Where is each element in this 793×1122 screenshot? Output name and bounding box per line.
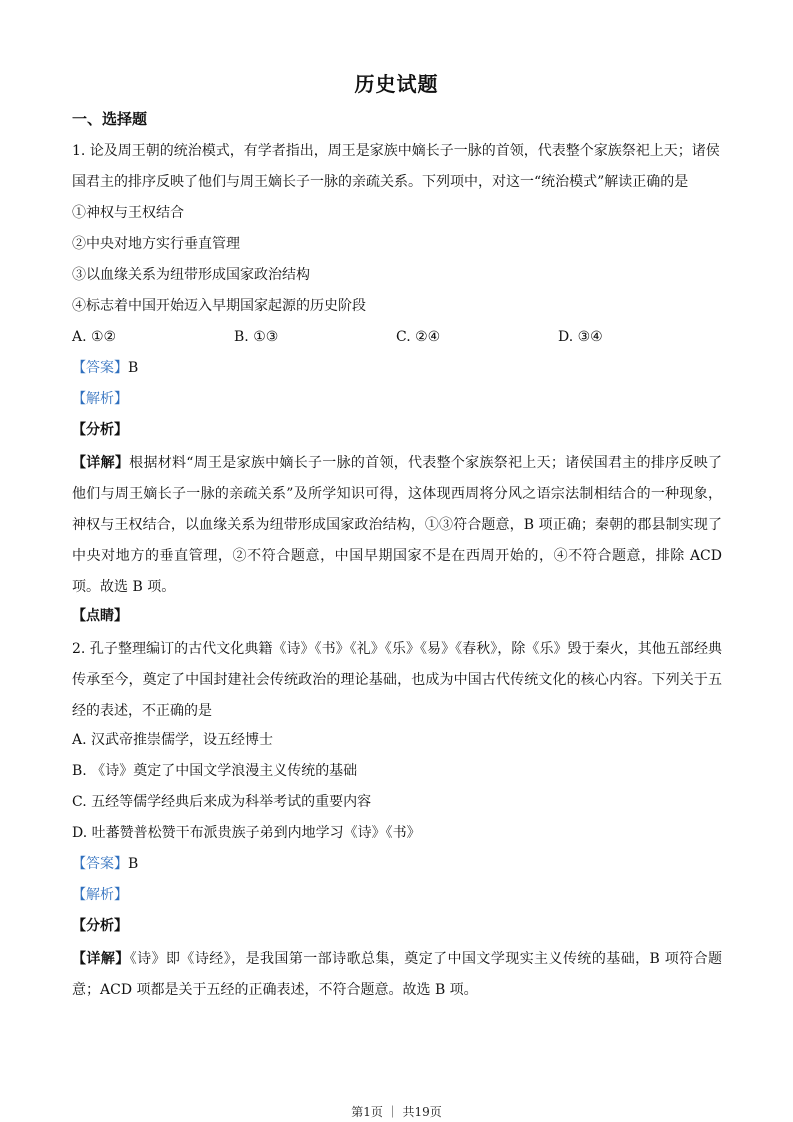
q2-answer-label: 【答案】 [72, 856, 128, 872]
q1-stem-line1: 1. 论及周王朝的统治模式，有学者指出，周王是家族中嫡长子一脉的首领，代表整个家族祭祀上天；诸侯 [72, 143, 720, 159]
q2-stem: 2. 孔子整理编订的古代文化典籍《诗》《书》《礼》《乐》《易》《春秋》，除《乐》毁于秦火，其他五部经典传承至今，奠定了中国封建社会传统政治的理论基础，也成为中国古代传统文化的核心内容。下列关于五经的表述，不正确的是 [72, 641, 722, 719]
q1-answer [72, 355, 722, 386]
q1-options [72, 324, 722, 355]
q1-detail-label: 【详解】 [72, 455, 130, 471]
q2-detail-label: 【详解】 [72, 951, 130, 967]
q1-fenxi-label: 【分析】 [72, 422, 128, 438]
q1-option-c: C. ②④ [396, 329, 441, 345]
q1-analysis-label: 【解析】 [72, 391, 128, 407]
q1-option-d: D. ③④ [558, 329, 603, 345]
content-body [72, 138, 722, 1006]
q1-option-a: A. ①② [72, 329, 117, 345]
q2-detail-text: 《诗》即《诗经》，是我国第一部诗歌总集，奠定了中国文学现实主义传统的基础，B 项符合题意；ACD 项都是关于五经的正确表述，不符合题意。故选 B 项。 [72, 951, 722, 998]
q2-fenxi-label: 【分析】 [72, 918, 128, 934]
q1-answer-value: B [128, 360, 139, 376]
q1-item-4: ④标志着中国开始迈入早期国家起源的历史阶段 [72, 298, 366, 314]
q1-stem-line2: 国君主的排序反映了他们与周王嫡长子一脉的亲疏关系。下列项中，对这一“统治模式”解读正确的是 [72, 174, 689, 190]
page-footer: 第1页 ｜ 共19页 [351, 1105, 442, 1119]
q1-detail [72, 448, 722, 603]
q2-analysis-label: 【解析】 [72, 887, 128, 903]
q1-item-3: ③以血缘关系为纽带形成国家政治结构 [72, 267, 310, 283]
q1-detail-text: 根据材料“周王是家族中嫡长子一脉的首领，代表整个家族祭祀上天；诸侯国君主的排序反映了他们与周王嫡长子一脉的亲疏关系”及所学知识可得，这体现西周将分风之语宗法制相结合的一种现象，神权与王权结合，以血缘关系为纽带形成国家政治结构，①③符合题意，B 项正确；秦朝的郡县制实现了中央对地方的垂直管理，②不符合题意，中国早期国家不是在西周开始的，④不符合题意，排除 ACD 项。故选 B 项。 [72, 455, 723, 595]
q2-option-c: C. 五经等儒学经典后来成为科举考试的重要内容 [72, 794, 372, 810]
q1-dianjing-label: 【点睛】 [72, 608, 128, 624]
q1-option-b: B. ①③ [234, 329, 279, 345]
q1-answer-label: 【答案】 [72, 360, 128, 376]
q2-answer-value: B [128, 856, 139, 872]
q2-option-b: B. 《诗》奠定了中国文学浪漫主义传统的基础 [72, 763, 358, 779]
q1-item-1: ①神权与王权结合 [72, 205, 184, 221]
q2-answer [72, 851, 722, 882]
page-title: 历史试题 [354, 72, 439, 96]
q2-detail [72, 944, 722, 1006]
section-heading: 一、选择题 [72, 110, 148, 128]
q2-option-d: D. 吐蕃赞普松赞干布派贵族子弟到内地学习《诗》《书》 [72, 825, 421, 841]
q1-item-2: ②中央对地方实行垂直管理 [72, 236, 240, 252]
q2-option-a: A. 汉武帝推崇儒学，设五经博士 [72, 732, 274, 748]
